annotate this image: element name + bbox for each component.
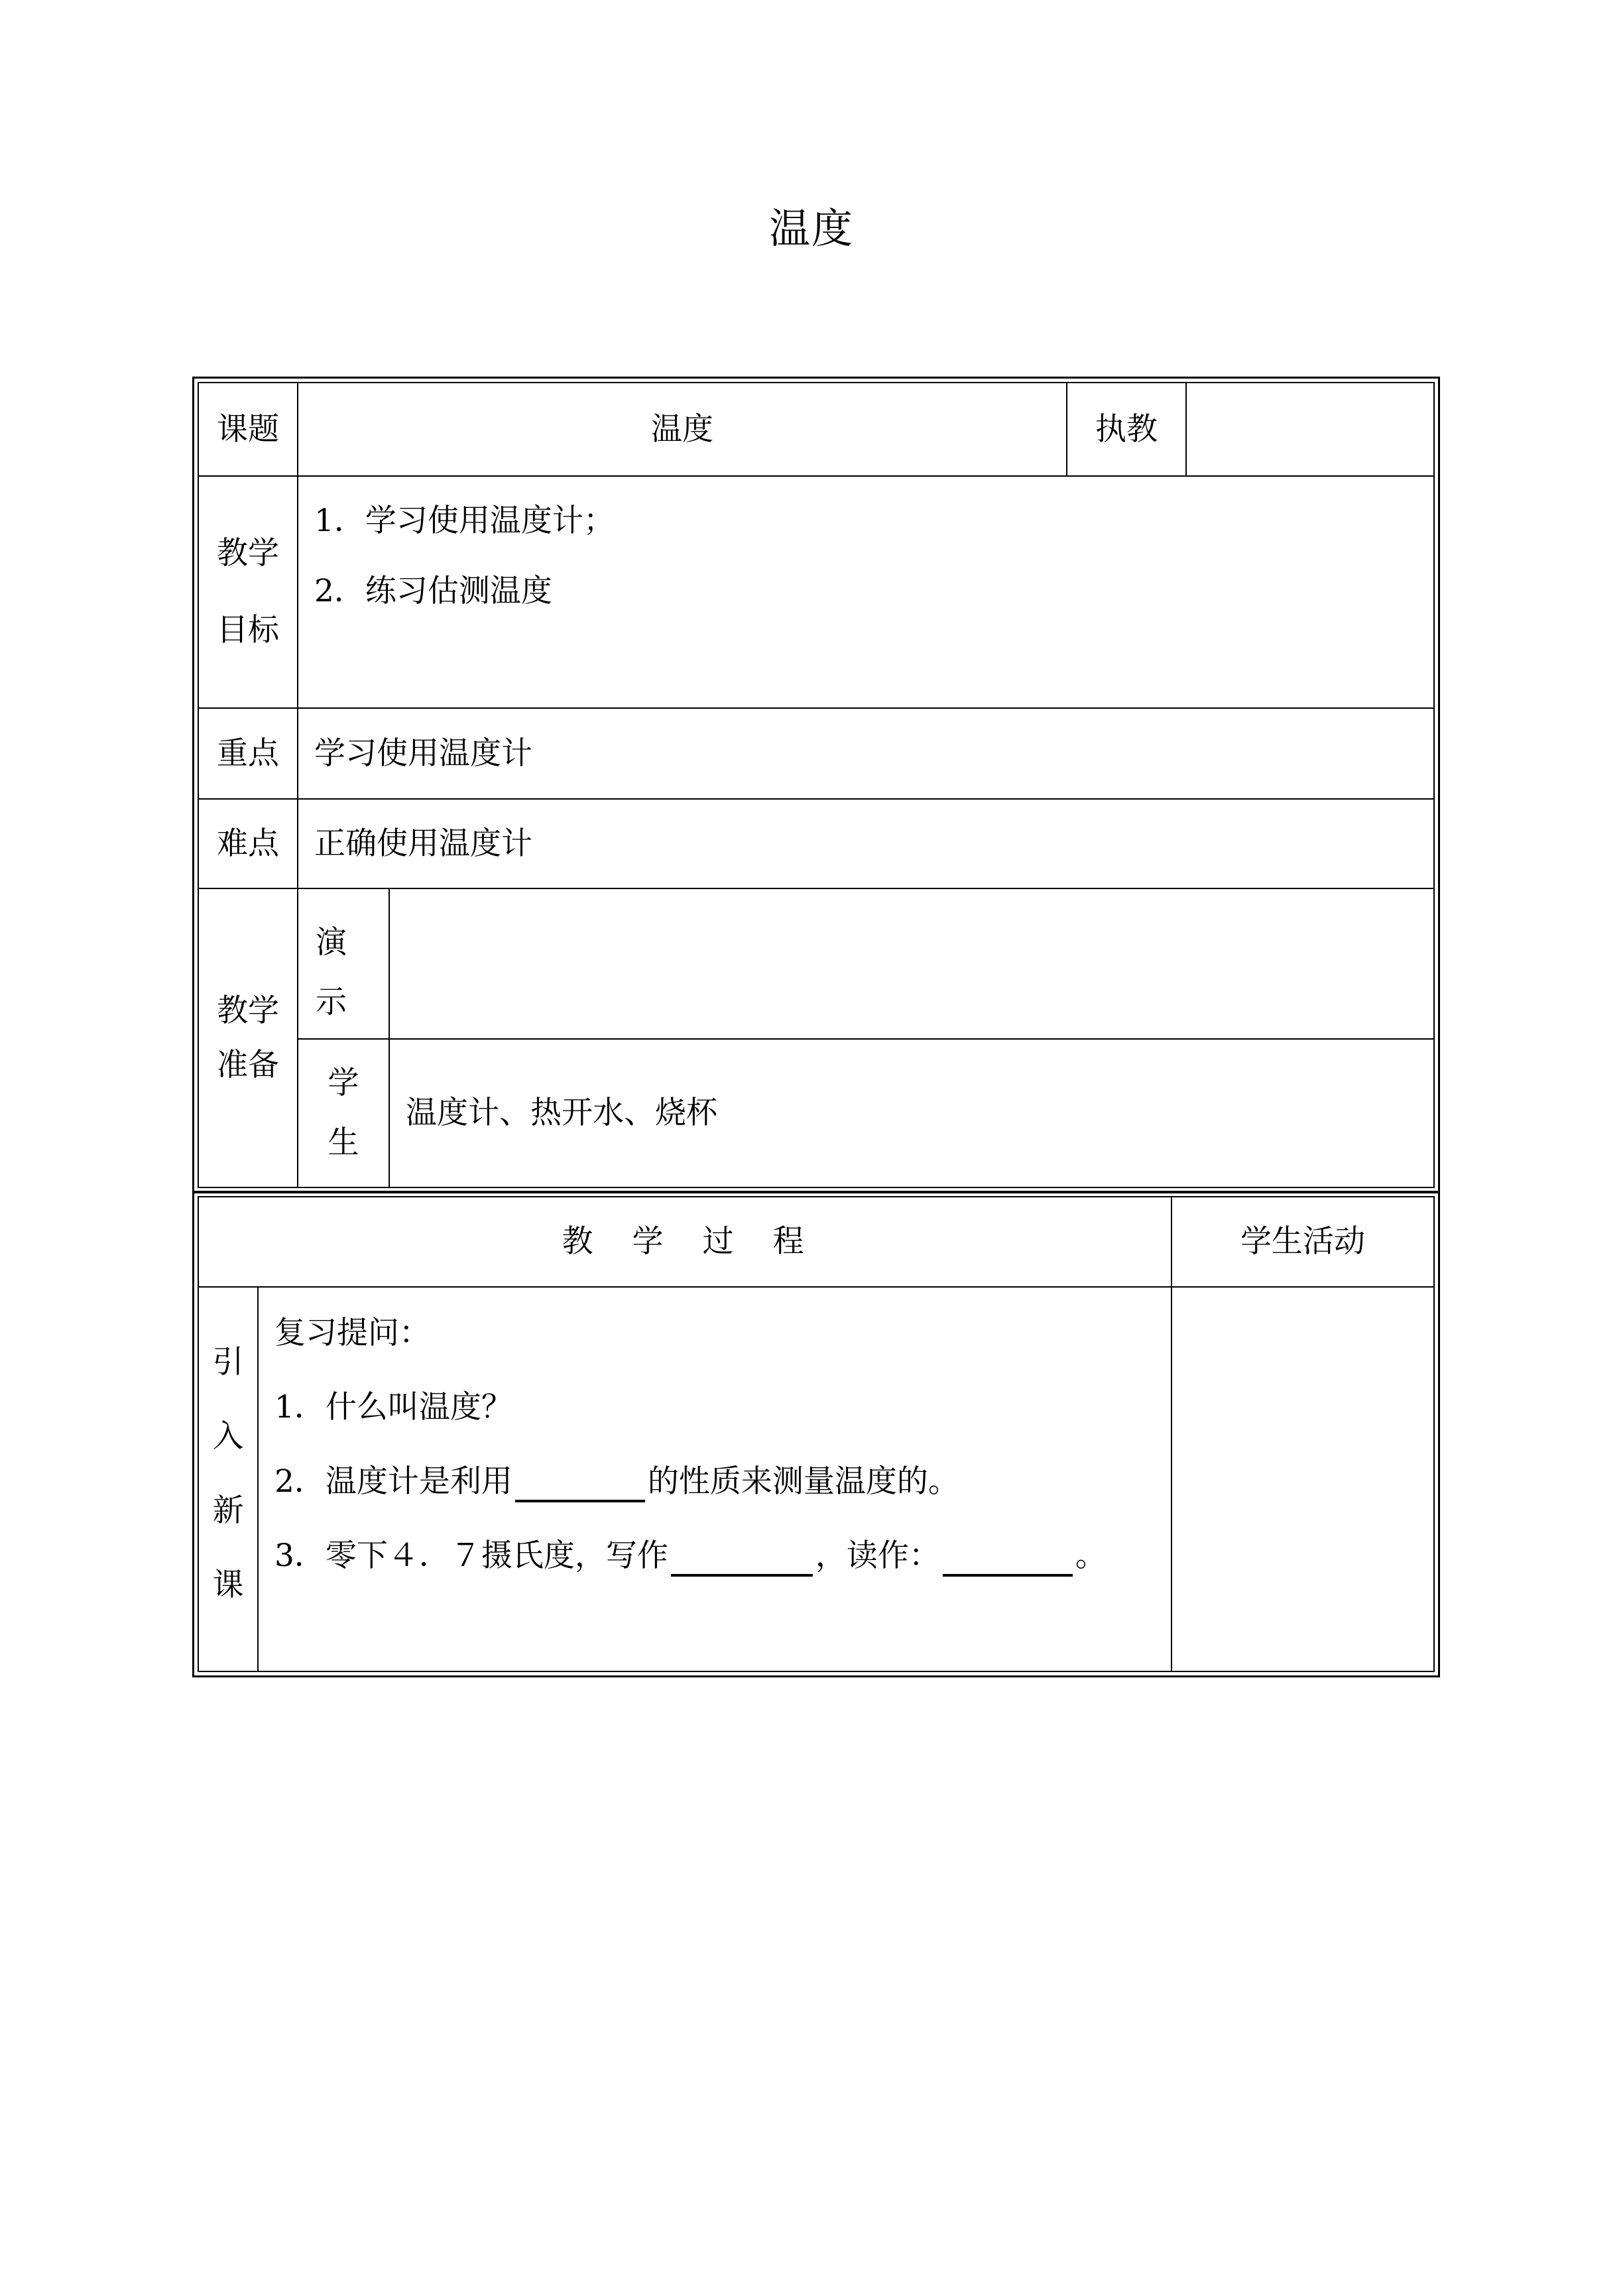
question-2-blank[interactable] <box>515 1465 645 1502</box>
topic-label-cell <box>198 382 298 477</box>
process-header: 教 学 过 程 <box>562 1223 808 1260</box>
section-label-char: 入 <box>212 1418 244 1455</box>
topic-value: 温度 <box>651 410 713 448</box>
teacher-label-cell <box>1066 382 1187 477</box>
teacher-label: 执教 <box>1095 410 1158 448</box>
goals-label-cell <box>198 475 298 709</box>
question-1: 1．什么叫温度？ <box>274 1389 512 1425</box>
goal-item: 2．练习估测温度 <box>314 573 552 609</box>
question-2 <box>274 1461 1171 1502</box>
difficulty-value-cell <box>297 798 1435 889</box>
topic-label: 课题 <box>217 410 279 448</box>
student-label-cell <box>297 1038 390 1188</box>
question-3-blank-write[interactable] <box>671 1540 813 1577</box>
question-3-mid: ，读作： <box>815 1538 940 1574</box>
activity-header: 学生活动 <box>1240 1223 1365 1260</box>
process-header-cell <box>198 1196 1172 1288</box>
section-label-cell <box>198 1286 259 1672</box>
topic-value-cell <box>297 382 1067 477</box>
goal-item: 1．学习使用温度计； <box>314 503 615 539</box>
preparation-label-line-2: 准备 <box>217 1046 279 1083</box>
goals-label-line-1: 教学 <box>217 535 279 572</box>
section-label-char: 课 <box>212 1567 244 1603</box>
goals-value-cell <box>297 475 1435 709</box>
key-point-value: 学习使用温度计 <box>314 735 532 772</box>
key-point-label: 重点 <box>217 735 279 772</box>
teacher-value-cell <box>1185 382 1435 477</box>
question-2-after: 的性质来测量温度的。 <box>647 1463 959 1500</box>
activity-header-cell <box>1171 1196 1435 1288</box>
page-title: 温度 <box>768 204 854 253</box>
question-3-after: 。 <box>1075 1538 1107 1574</box>
demo-label-cell <box>297 888 390 1040</box>
section-label-char: 引 <box>212 1344 244 1380</box>
question-3-blank-read[interactable] <box>943 1540 1073 1577</box>
student-value-cell <box>389 1038 1435 1188</box>
student-label-line-1: 学 <box>328 1065 359 1101</box>
student-label-line-2: 生 <box>328 1124 359 1161</box>
key-point-value-cell <box>297 707 1435 800</box>
demo-label-line-2: 示 <box>316 984 347 1020</box>
question-3 <box>274 1536 1171 1577</box>
review-intro: 复习提问： <box>274 1315 430 1351</box>
demo-value-cell <box>389 888 1435 1040</box>
demo-label-line-1: 演 <box>316 924 347 961</box>
difficulty-label: 难点 <box>217 825 279 862</box>
goals-label-line-2: 目标 <box>217 612 279 648</box>
process-content-cell <box>257 1286 1172 1672</box>
preparation-label-cell <box>198 888 298 1188</box>
question-3-before: 3．零下４．７摄氏度，写作 <box>274 1538 668 1574</box>
section-label-char: 新 <box>212 1492 244 1529</box>
key-point-label-cell <box>198 707 298 800</box>
preparation-label-line-1: 教学 <box>217 992 279 1029</box>
question-2-before: 2．温度计是利用 <box>274 1463 512 1500</box>
activity-cell <box>1171 1286 1435 1672</box>
difficulty-label-cell <box>198 798 298 889</box>
student-value: 温度计、热开水、烧杯 <box>406 1095 717 1131</box>
difficulty-value: 正确使用温度计 <box>314 825 532 862</box>
